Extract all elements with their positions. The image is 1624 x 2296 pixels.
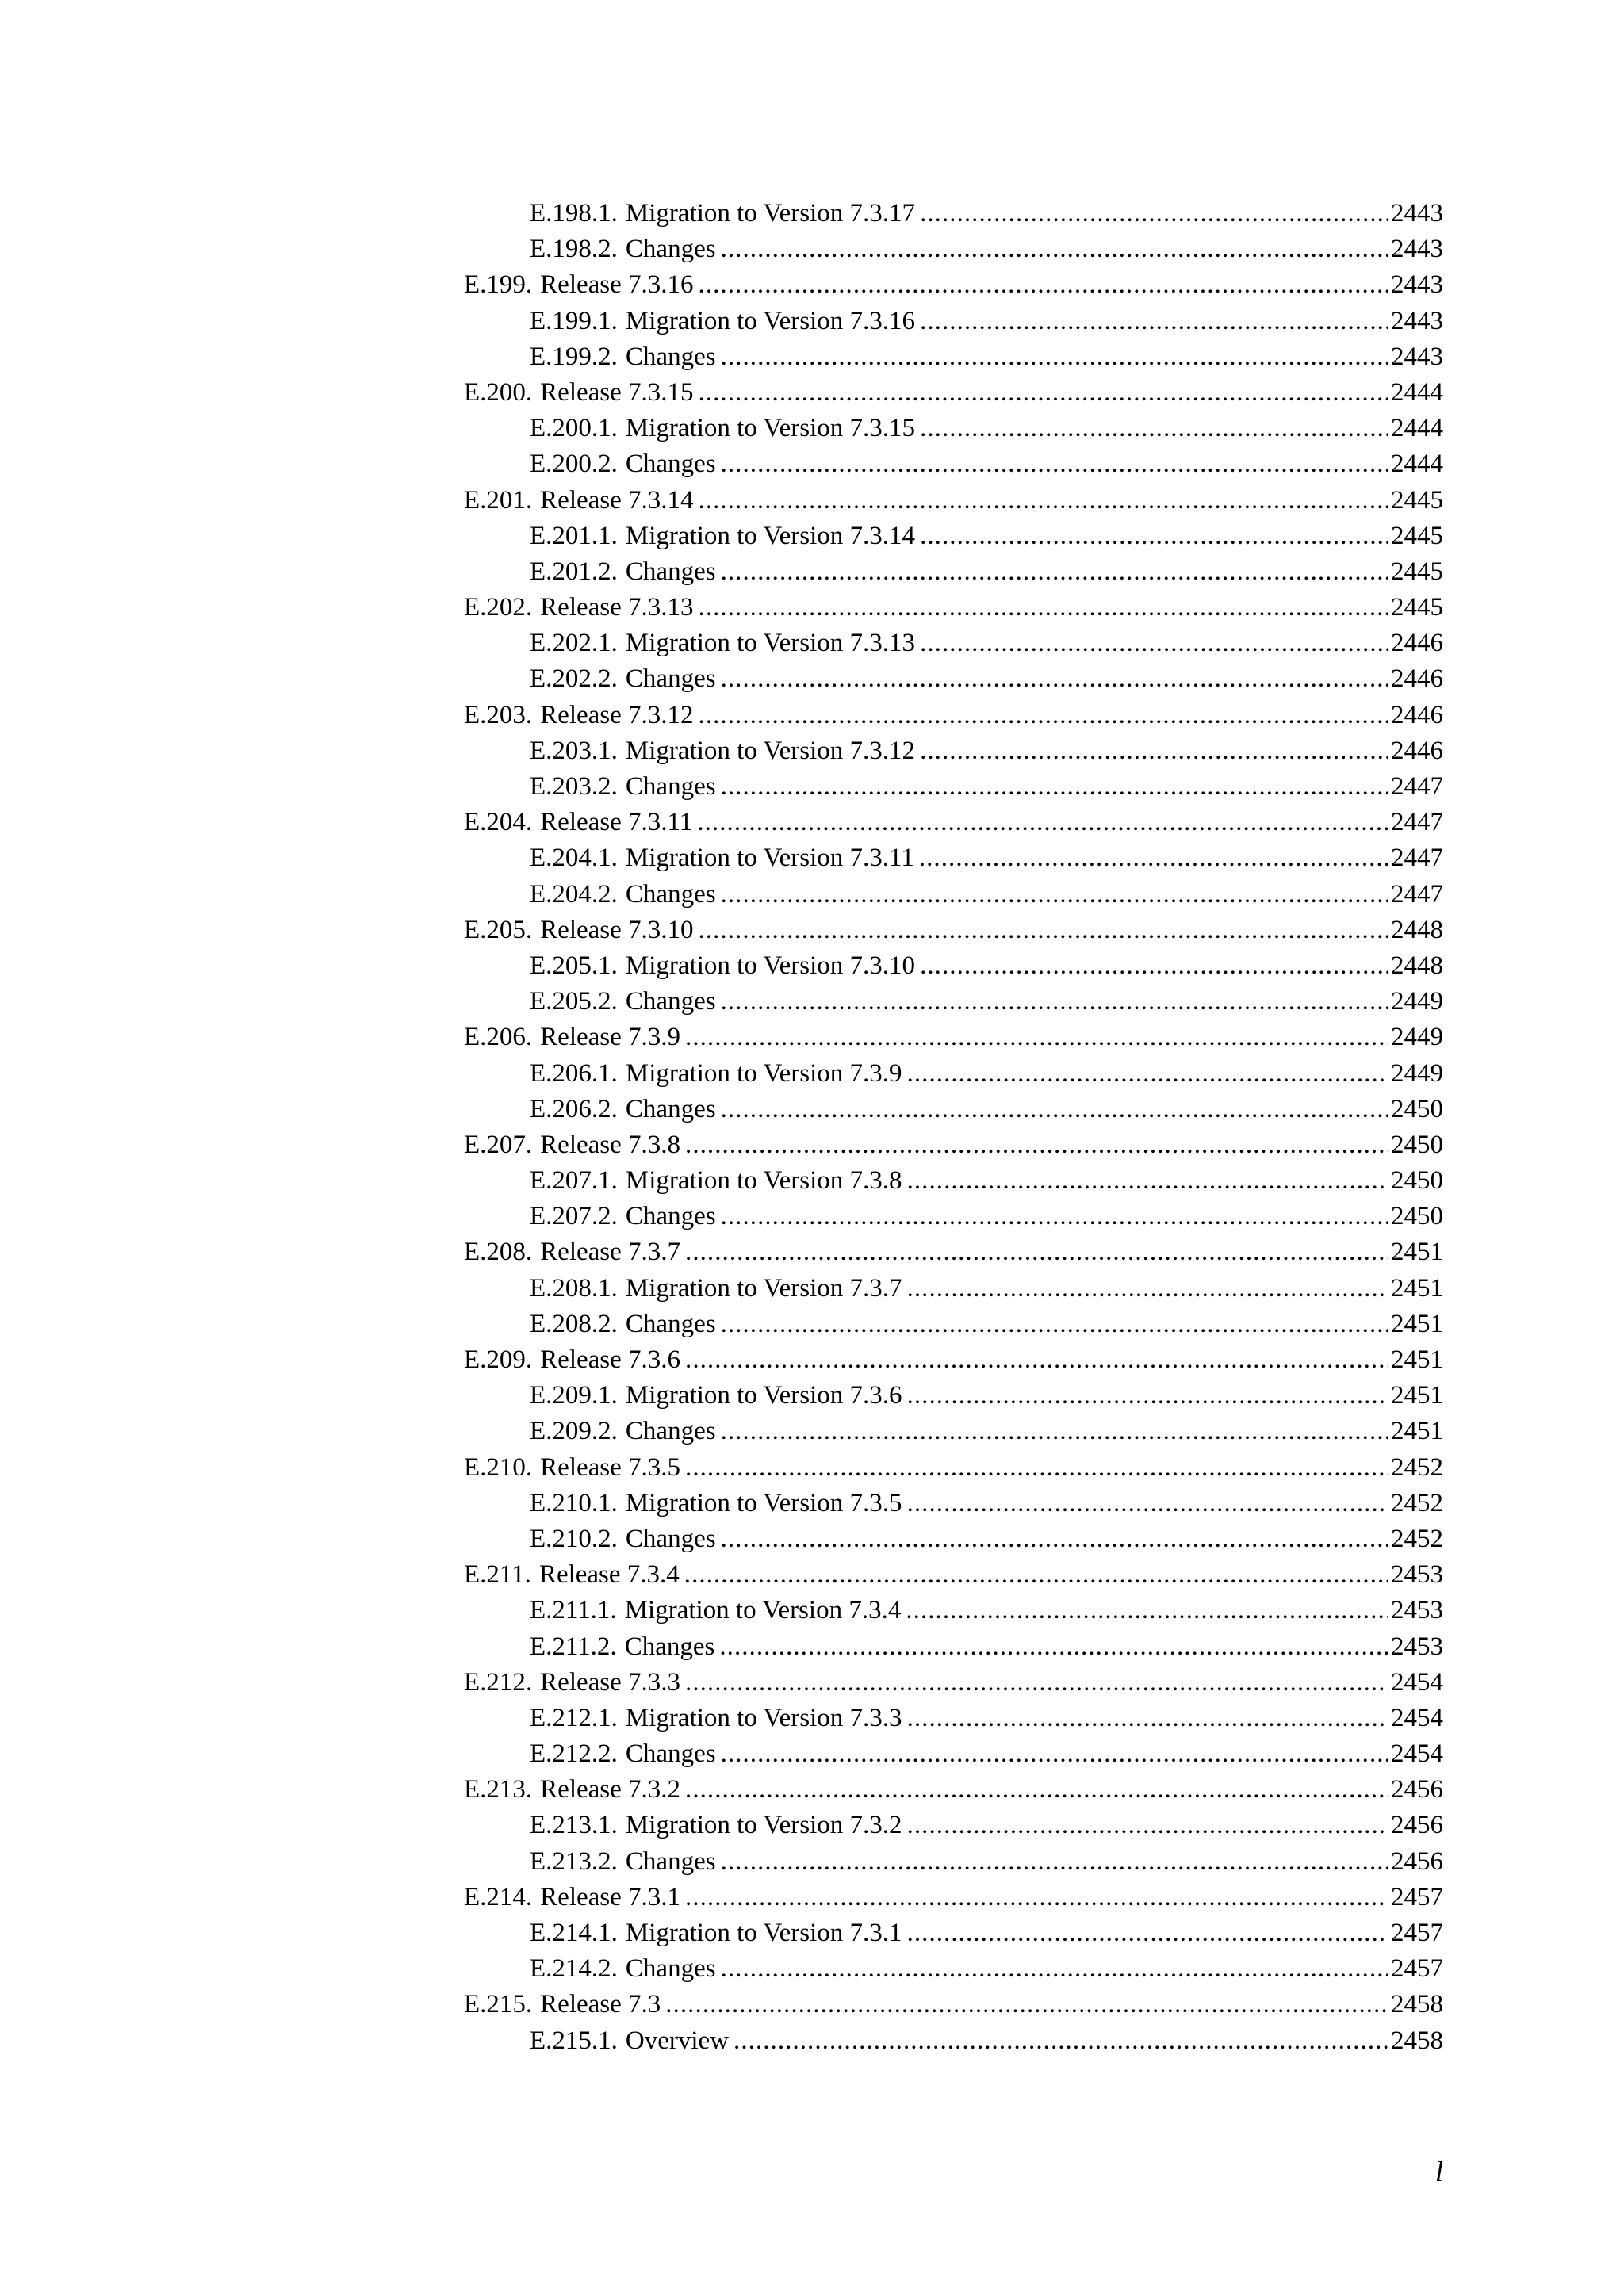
toc-dot-leader bbox=[920, 411, 1388, 446]
toc-entry[interactable] bbox=[464, 1880, 1443, 1915]
toc-entry-title: Changes bbox=[625, 450, 716, 479]
toc-entry[interactable] bbox=[464, 1701, 1443, 1736]
toc-entry-number: E.209.1. bbox=[530, 1381, 618, 1410]
toc-entry[interactable] bbox=[464, 769, 1443, 805]
toc-entry-page: 2444 bbox=[1391, 414, 1443, 443]
toc-entry[interactable] bbox=[464, 1378, 1443, 1414]
toc-dot-leader bbox=[685, 1772, 1388, 1808]
toc-entry-page: 2451 bbox=[1391, 1238, 1443, 1267]
toc-entry-page: 2453 bbox=[1391, 1560, 1443, 1590]
toc-entry-title: Migration to Version 7.3.1 bbox=[625, 1919, 902, 1947]
toc-entry[interactable] bbox=[464, 1234, 1443, 1270]
toc-entry[interactable] bbox=[464, 1808, 1443, 1843]
toc-entry-title: Migration to Version 7.3.13 bbox=[625, 629, 916, 658]
toc-entry-title: Migration to Version 7.3.6 bbox=[625, 1381, 902, 1410]
toc-entry[interactable] bbox=[464, 1772, 1443, 1808]
toc-entry-number: E.199.1. bbox=[530, 306, 618, 335]
toc-entry[interactable] bbox=[464, 1951, 1443, 1987]
toc-entry[interactable] bbox=[464, 1127, 1443, 1163]
toc-entry-page: 2445 bbox=[1391, 593, 1443, 622]
toc-entry-number: E.201.1. bbox=[530, 521, 618, 550]
toc-entry[interactable] bbox=[464, 984, 1443, 1020]
toc-entry-page: 2444 bbox=[1391, 450, 1443, 479]
toc-entry-title: Release 7.3.15 bbox=[540, 377, 694, 407]
toc-entry-number: E.204.1. bbox=[530, 844, 618, 873]
toc-entry-number: E.208. bbox=[464, 1238, 533, 1267]
toc-entry[interactable] bbox=[464, 519, 1443, 554]
toc-entry-title: Migration to Version 7.3.10 bbox=[625, 951, 916, 980]
toc-entry-number: E.210.1. bbox=[530, 1488, 618, 1517]
toc-entry-title: Changes bbox=[625, 1202, 716, 1231]
toc-entry-title: Migration to Version 7.3.3 bbox=[625, 1703, 902, 1732]
toc-entry[interactable] bbox=[464, 733, 1443, 769]
toc-dot-leader bbox=[699, 267, 1388, 303]
toc-entry-title: Release 7.3.4 bbox=[538, 1560, 680, 1590]
toc-entry[interactable] bbox=[464, 339, 1443, 375]
toc-entry-page: 2451 bbox=[1391, 1273, 1443, 1303]
toc-entry[interactable] bbox=[464, 877, 1443, 913]
toc-entry-title: Release 7.3.9 bbox=[540, 1023, 681, 1052]
toc-entry-number: E.210. bbox=[464, 1452, 533, 1482]
toc-dot-leader bbox=[920, 196, 1388, 232]
toc-entry-page: 2452 bbox=[1391, 1488, 1443, 1517]
toc-entry-title: Changes bbox=[625, 772, 716, 801]
toc-entry-title: Migration to Version 7.3.16 bbox=[625, 306, 916, 335]
toc-entry[interactable] bbox=[464, 1056, 1443, 1092]
toc-entry-page: 2443 bbox=[1391, 199, 1443, 228]
toc-entry-title: Changes bbox=[625, 1739, 716, 1769]
toc-dot-leader bbox=[699, 913, 1388, 948]
toc-entry-page: 2446 bbox=[1391, 664, 1443, 694]
toc-entry-title: Changes bbox=[625, 342, 716, 371]
toc-dot-leader bbox=[721, 1307, 1388, 1342]
toc-entry-title: Changes bbox=[625, 879, 716, 909]
toc-dot-leader bbox=[721, 1736, 1388, 1772]
toc-entry-page: 2446 bbox=[1391, 736, 1443, 765]
toc-entry-page: 2447 bbox=[1391, 772, 1443, 801]
toc-entry-title: Release 7.3.5 bbox=[540, 1452, 681, 1482]
toc-entry-number: E.207. bbox=[464, 1130, 533, 1159]
toc-entry-number: E.213.2. bbox=[530, 1846, 618, 1876]
toc-entry[interactable] bbox=[464, 1736, 1443, 1772]
toc-entry-number: E.213. bbox=[464, 1775, 533, 1804]
toc-entry-number: E.206. bbox=[464, 1023, 533, 1052]
toc-entry-page: 2457 bbox=[1391, 1954, 1443, 1984]
toc-entry[interactable] bbox=[464, 375, 1443, 411]
toc-dot-leader bbox=[919, 840, 1388, 876]
toc-entry-title: Changes bbox=[625, 987, 716, 1016]
toc-entry-page: 2445 bbox=[1391, 521, 1443, 550]
toc-entry[interactable] bbox=[464, 1593, 1443, 1628]
toc-dot-leader bbox=[721, 877, 1388, 913]
toc-entry-number: E.206.1. bbox=[530, 1058, 618, 1088]
toc-entry-page: 2457 bbox=[1391, 1882, 1443, 1911]
toc-entry-number: E.204.2. bbox=[530, 879, 618, 909]
toc-entry-title: Migration to Version 7.3.9 bbox=[625, 1058, 902, 1088]
toc-entry-title: Migration to Version 7.3.4 bbox=[624, 1596, 902, 1625]
toc-entry-number: E.198.2. bbox=[530, 235, 618, 264]
toc-dot-leader bbox=[721, 1951, 1388, 1987]
toc-entry-title: Changes bbox=[625, 235, 716, 264]
toc-entry-title: Changes bbox=[625, 1846, 716, 1876]
toc-dot-leader bbox=[907, 1701, 1388, 1736]
toc-entry-number: E.213.1. bbox=[530, 1811, 618, 1840]
toc-entry[interactable] bbox=[464, 196, 1443, 232]
toc-entry-page: 2444 bbox=[1391, 377, 1443, 407]
toc-entry-number: E.199. bbox=[464, 270, 533, 300]
toc-dot-leader bbox=[920, 304, 1388, 339]
toc-entry[interactable] bbox=[464, 1915, 1443, 1951]
toc-entry-title: Release 7.3.11 bbox=[540, 808, 693, 837]
toc-entry-title: Migration to Version 7.3.15 bbox=[625, 414, 916, 443]
toc-entry-number: E.209. bbox=[464, 1345, 533, 1374]
toc-entry-page: 2454 bbox=[1391, 1703, 1443, 1732]
toc-entry-number: E.214.2. bbox=[530, 1954, 618, 1984]
toc-entry[interactable] bbox=[464, 1450, 1443, 1486]
toc-entry-title: Migration to Version 7.3.11 bbox=[625, 844, 914, 873]
toc-entry-number: E.199.2. bbox=[530, 342, 618, 371]
toc-entry-page: 2448 bbox=[1391, 951, 1443, 980]
toc-entry-title: Release 7.3.1 bbox=[540, 1882, 681, 1911]
toc-entry-page: 2457 bbox=[1391, 1919, 1443, 1947]
toc-entry[interactable] bbox=[464, 1199, 1443, 1234]
toc-entry[interactable] bbox=[464, 948, 1443, 984]
toc-dot-leader bbox=[685, 1020, 1388, 1055]
toc-entry[interactable] bbox=[464, 554, 1443, 590]
toc-dot-leader bbox=[721, 1414, 1388, 1449]
toc-entry[interactable] bbox=[464, 1020, 1443, 1055]
toc-entry-title: Changes bbox=[624, 1632, 715, 1661]
toc-entry-page: 2456 bbox=[1391, 1846, 1443, 1876]
toc-dot-leader bbox=[685, 1342, 1388, 1378]
toc-entry-number: E.205.2. bbox=[530, 987, 618, 1016]
toc-dot-leader bbox=[699, 590, 1388, 626]
toc-entry-page: 2449 bbox=[1391, 1058, 1443, 1088]
toc-dot-leader bbox=[685, 1665, 1388, 1701]
toc-entry-title: Release 7.3.6 bbox=[540, 1345, 681, 1374]
toc-entry-page: 2458 bbox=[1391, 1990, 1443, 2019]
toc-entry[interactable] bbox=[464, 805, 1443, 840]
toc-entry[interactable] bbox=[464, 1844, 1443, 1880]
toc-dot-leader bbox=[907, 1271, 1388, 1307]
toc-entry-page: 2443 bbox=[1391, 306, 1443, 335]
toc-dot-leader bbox=[721, 554, 1388, 590]
toc-entry-number: E.205. bbox=[464, 915, 533, 944]
toc-dot-leader bbox=[721, 339, 1388, 375]
toc-entry[interactable] bbox=[464, 1987, 1443, 2022]
toc-entry-page: 2451 bbox=[1391, 1381, 1443, 1410]
toc-entry-page: 2458 bbox=[1391, 2026, 1443, 2055]
toc-entry[interactable] bbox=[464, 840, 1443, 876]
toc-entry-number: E.198.1. bbox=[530, 199, 618, 228]
toc-entry-page: 2453 bbox=[1391, 1596, 1443, 1625]
toc-entry[interactable] bbox=[464, 698, 1443, 733]
toc-entry-number: E.215. bbox=[464, 1990, 533, 2019]
toc-entry-title: Migration to Version 7.3.17 bbox=[625, 199, 916, 228]
toc-entry-title: Migration to Version 7.3.5 bbox=[625, 1488, 902, 1517]
toc-dot-leader bbox=[920, 519, 1388, 554]
toc-entry-number: E.214.1. bbox=[530, 1919, 618, 1947]
toc-dot-leader bbox=[721, 446, 1388, 482]
toc-entry[interactable] bbox=[464, 1342, 1443, 1378]
toc-entry-title: Migration to Version 7.3.2 bbox=[625, 1811, 902, 1840]
toc-entry-number: E.201.2. bbox=[530, 557, 618, 586]
toc-dot-leader bbox=[733, 2023, 1388, 2059]
toc-entry-title: Changes bbox=[625, 664, 716, 694]
toc-entry-title: Release 7.3.8 bbox=[540, 1130, 681, 1159]
toc-entry-number: E.209.2. bbox=[530, 1417, 618, 1446]
toc-entry-title: Changes bbox=[625, 1094, 716, 1123]
toc-dot-leader bbox=[907, 1378, 1388, 1414]
toc-dot-leader bbox=[684, 1557, 1388, 1593]
toc-entry-title: Changes bbox=[625, 1524, 716, 1553]
toc-entry-page: 2450 bbox=[1391, 1166, 1443, 1196]
toc-entry-title: Overview bbox=[625, 2026, 730, 2055]
toc-dot-leader bbox=[907, 1056, 1388, 1092]
toc-dot-leader bbox=[699, 483, 1388, 519]
table-of-contents bbox=[464, 196, 1443, 2059]
toc-entry-number: E.205.1. bbox=[530, 951, 618, 980]
toc-entry-title: Release 7.3.14 bbox=[540, 485, 694, 515]
toc-entry-page: 2448 bbox=[1391, 915, 1443, 944]
toc-entry-number: E.210.2. bbox=[530, 1524, 618, 1553]
toc-dot-leader bbox=[907, 1486, 1388, 1521]
toc-entry-number: E.214. bbox=[464, 1882, 533, 1911]
toc-entry-number: E.201. bbox=[464, 485, 533, 515]
toc-entry[interactable] bbox=[464, 304, 1443, 339]
toc-entry[interactable] bbox=[464, 232, 1443, 267]
toc-dot-leader bbox=[906, 1593, 1388, 1628]
toc-entry-number: E.200. bbox=[464, 377, 533, 407]
toc-entry-page: 2443 bbox=[1391, 235, 1443, 264]
toc-entry[interactable] bbox=[464, 483, 1443, 519]
toc-dot-leader bbox=[721, 661, 1388, 697]
toc-entry-page: 2456 bbox=[1391, 1775, 1443, 1804]
toc-entry-number: E.207.1. bbox=[530, 1166, 618, 1196]
toc-entry[interactable] bbox=[464, 1271, 1443, 1307]
toc-entry-page: 2443 bbox=[1391, 342, 1443, 371]
toc-entry-page: 2446 bbox=[1391, 629, 1443, 658]
toc-entry-number: E.203.1. bbox=[530, 736, 618, 765]
toc-entry[interactable] bbox=[464, 1629, 1443, 1665]
toc-entry-page: 2445 bbox=[1391, 485, 1443, 515]
toc-entry-number: E.200.1. bbox=[530, 414, 618, 443]
toc-dot-leader bbox=[719, 1629, 1388, 1665]
toc-dot-leader bbox=[721, 1199, 1388, 1234]
toc-entry-number: E.211.2. bbox=[530, 1632, 617, 1661]
toc-dot-leader bbox=[907, 1915, 1388, 1951]
toc-entry-title: Migration to Version 7.3.8 bbox=[625, 1166, 902, 1196]
toc-entry-number: E.215.1. bbox=[530, 2026, 618, 2055]
toc-entry-page: 2447 bbox=[1391, 844, 1443, 873]
page-number: l bbox=[1434, 2156, 1443, 2187]
toc-entry-page: 2451 bbox=[1391, 1345, 1443, 1374]
toc-dot-leader bbox=[920, 733, 1388, 769]
toc-entry-title: Release 7.3.7 bbox=[540, 1238, 681, 1267]
toc-dot-leader bbox=[920, 626, 1388, 661]
toc-entry-title: Changes bbox=[625, 1417, 716, 1446]
toc-dot-leader bbox=[697, 805, 1388, 840]
toc-entry[interactable] bbox=[464, 1414, 1443, 1449]
toc-entry-number: E.212.2. bbox=[530, 1739, 618, 1769]
toc-entry-page: 2451 bbox=[1391, 1417, 1443, 1446]
toc-entry[interactable] bbox=[464, 1092, 1443, 1127]
toc-dot-leader bbox=[907, 1808, 1388, 1843]
toc-entry-page: 2447 bbox=[1391, 808, 1443, 837]
toc-entry-number: E.212.1. bbox=[530, 1703, 618, 1732]
toc-dot-leader bbox=[685, 1234, 1388, 1270]
toc-entry-number: E.202.1. bbox=[530, 629, 618, 658]
toc-entry-title: Migration to Version 7.3.14 bbox=[625, 521, 916, 550]
toc-entry[interactable] bbox=[464, 267, 1443, 303]
toc-dot-leader bbox=[721, 232, 1388, 267]
toc-entry[interactable] bbox=[464, 2023, 1443, 2059]
toc-entry-title: Changes bbox=[625, 1954, 716, 1984]
toc-entry-page: 2456 bbox=[1391, 1811, 1443, 1840]
toc-entry-page: 2453 bbox=[1391, 1632, 1443, 1661]
toc-entry-number: E.207.2. bbox=[530, 1202, 618, 1231]
toc-entry[interactable] bbox=[464, 1521, 1443, 1557]
toc-entry[interactable] bbox=[464, 590, 1443, 626]
toc-entry[interactable] bbox=[464, 1557, 1443, 1593]
toc-entry[interactable] bbox=[464, 1163, 1443, 1199]
toc-entry-number: E.208.2. bbox=[530, 1309, 618, 1338]
toc-entry-number: E.202. bbox=[464, 593, 533, 622]
toc-entry-number: E.202.2. bbox=[530, 664, 618, 694]
toc-entry-title: Changes bbox=[625, 557, 716, 586]
toc-entry-page: 2451 bbox=[1391, 1309, 1443, 1338]
toc-entry-page: 2443 bbox=[1391, 270, 1443, 300]
toc-entry-number: E.211. bbox=[464, 1560, 531, 1590]
toc-entry-title: Release 7.3.10 bbox=[540, 915, 694, 944]
toc-entry-title: Release 7.3.13 bbox=[540, 593, 694, 622]
toc-entry-title: Migration to Version 7.3.7 bbox=[625, 1273, 902, 1303]
toc-entry-page: 2449 bbox=[1391, 987, 1443, 1016]
toc-entry-page: 2454 bbox=[1391, 1667, 1443, 1697]
toc-entry-page: 2450 bbox=[1391, 1094, 1443, 1123]
toc-entry-page: 2450 bbox=[1391, 1202, 1443, 1231]
toc-dot-leader bbox=[699, 698, 1388, 733]
toc-entry[interactable] bbox=[464, 913, 1443, 948]
toc-entry-number: E.206.2. bbox=[530, 1094, 618, 1123]
toc-entry[interactable] bbox=[464, 446, 1443, 482]
toc-entry-title: Release 7.3.16 bbox=[540, 270, 694, 300]
toc-entry-page: 2454 bbox=[1391, 1739, 1443, 1769]
toc-entry-title: Release 7.3 bbox=[540, 1990, 661, 2019]
toc-entry-number: E.208.1. bbox=[530, 1273, 618, 1303]
toc-entry-number: E.211.1. bbox=[530, 1596, 617, 1625]
toc-dot-leader bbox=[665, 1987, 1388, 2022]
toc-dot-leader bbox=[685, 1880, 1388, 1915]
toc-entry[interactable] bbox=[464, 1665, 1443, 1701]
toc-entry-title: Release 7.3.3 bbox=[540, 1667, 681, 1697]
toc-entry-title: Migration to Version 7.3.12 bbox=[625, 736, 916, 765]
toc-entry-number: E.204. bbox=[464, 808, 533, 837]
toc-entry-title: Changes bbox=[625, 1309, 716, 1338]
toc-entry-page: 2452 bbox=[1391, 1452, 1443, 1482]
toc-dot-leader bbox=[721, 984, 1388, 1020]
toc-entry-page: 2449 bbox=[1391, 1023, 1443, 1052]
toc-entry-number: E.200.2. bbox=[530, 450, 618, 479]
toc-dot-leader bbox=[685, 1127, 1388, 1163]
toc-entry-title: Release 7.3.2 bbox=[540, 1775, 681, 1804]
toc-entry-number: E.203. bbox=[464, 700, 533, 729]
toc-dot-leader bbox=[721, 1521, 1388, 1557]
toc-dot-leader bbox=[920, 948, 1388, 984]
toc-entry[interactable] bbox=[464, 1307, 1443, 1342]
toc-entry-page: 2452 bbox=[1391, 1524, 1443, 1553]
toc-dot-leader bbox=[685, 1450, 1388, 1486]
toc-entry[interactable] bbox=[464, 661, 1443, 697]
toc-entry-page: 2450 bbox=[1391, 1130, 1443, 1159]
toc-dot-leader bbox=[721, 1844, 1388, 1880]
toc-entry-number: E.203.2. bbox=[530, 772, 618, 801]
toc-dot-leader bbox=[907, 1163, 1388, 1199]
toc-entry[interactable] bbox=[464, 1486, 1443, 1521]
toc-entry-number: E.212. bbox=[464, 1667, 533, 1697]
toc-entry-page: 2446 bbox=[1391, 700, 1443, 729]
toc-dot-leader bbox=[721, 769, 1388, 805]
toc-dot-leader bbox=[721, 1092, 1388, 1127]
toc-entry-page: 2445 bbox=[1391, 557, 1443, 586]
toc-entry-title: Release 7.3.12 bbox=[540, 700, 694, 729]
toc-entry-page: 2447 bbox=[1391, 879, 1443, 909]
toc-dot-leader bbox=[699, 375, 1388, 411]
toc-entry[interactable] bbox=[464, 626, 1443, 661]
toc-entry[interactable] bbox=[464, 411, 1443, 446]
